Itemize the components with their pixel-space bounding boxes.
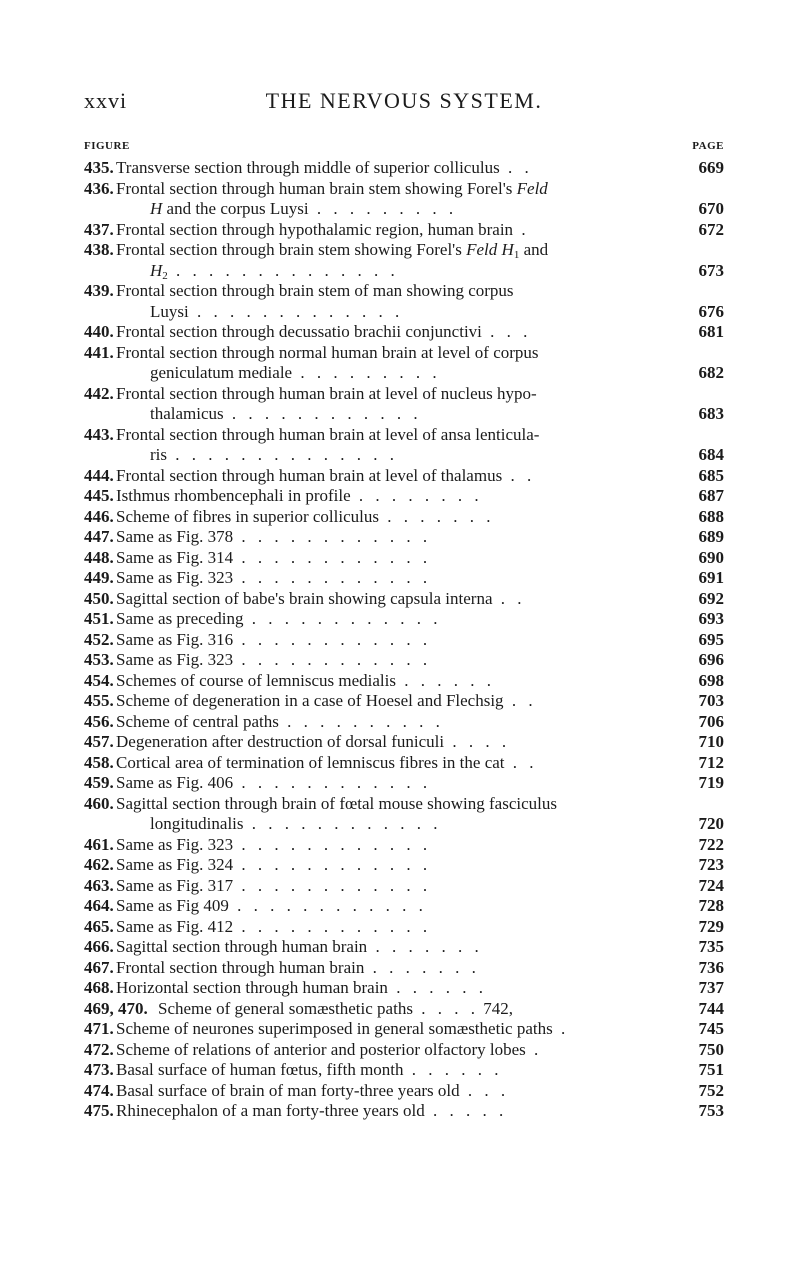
figure-number: 453. [84,650,114,669]
figure-page: 729 [698,916,724,936]
figure-page: 737 [698,978,724,997]
figure-entry-line [84,630,724,651]
figure-title: Scheme of fibres in superior colliculus . . . . . . . [116,506,495,526]
figure-title: Luysi . . . . . . . . . . . . . [150,301,404,321]
figure-number: 449. [84,568,114,587]
figure-page: 692 [698,588,724,608]
page-number: xxvi [84,88,128,113]
figure-entry-line [84,261,724,282]
figure-page: 728 [698,896,724,915]
figure-title: geniculatum mediale . . . . . . . . . [150,363,441,382]
figure-entry-line [84,281,724,302]
figure-title: Same as Fig. 316 . . . . . . . . . . . . [116,629,432,649]
figure-title: Isthmus rhombencephali in profile . . . . . . . . [116,486,483,505]
figure-title: $H_2$ . . . . . . . . . . . . . . [150,260,399,282]
figure-title: Frontal section through normal human brain at level of corpus [116,342,539,362]
figure-page: 744 [698,998,724,1018]
figure-title: Scheme of central paths . . . . . . . . . . [116,711,444,731]
figure-number: 457. [84,732,114,751]
figure-title: Frontal section through human brain . . . . . . . [116,957,480,977]
figure-number: 444. [84,465,114,485]
figure-entry-line [84,712,724,733]
figure-title: Frontal section through human brain at level of nucleus hypo- [116,383,537,403]
figure-title: Same as Fig. 323 . . . . . . . . . . . . [116,834,432,854]
figure-page: 696 [698,650,724,669]
figure-title: Same as Fig. 323 . . . . . . . . . . . . [116,650,432,669]
figure-page: 724 [698,875,724,895]
figure-entry-line [84,773,724,794]
figure-page: 693 [698,609,724,628]
figure-page: 736 [698,957,724,977]
figure-title: Same as Fig. 314 . . . . . . . . . . . . [116,547,432,567]
figure-title: Same as Fig. 324 . . . . . . . . . . . . [116,855,432,874]
figure-page: 669 [698,158,724,177]
figure-page: 690 [698,547,724,567]
figure-entry-line [84,568,724,589]
figure-number: 465. [84,916,114,936]
figure-title: Frontal section through human brain at level of ansa lenticula- [116,424,540,444]
figure-title: Scheme of neurones superimposed in general somæsthetic paths . [116,1019,570,1038]
figure-entry-line [84,814,724,835]
figure-entry-line [84,425,724,446]
figure-number: 472. [84,1039,114,1059]
figure-page: 753 [698,1101,724,1120]
figure-page: 689 [698,527,724,546]
figure-title: Basal surface of human fœtus, fifth month . . . . . . [116,1060,503,1079]
figure-entry-line [84,937,724,958]
figure-page: 676 [698,301,724,321]
figure-title: Frontal section through human brain at level of thalamus . . [116,465,536,485]
figure-number: 435. [84,158,114,177]
figure-page: 712 [698,752,724,772]
figure-entry-line [84,753,724,774]
figure-title: Same as Fig. 317 . . . . . . . . . . . . [116,875,432,895]
figure-number: 451. [84,609,114,628]
figure-entry-line [84,1060,724,1081]
figure-number: 459. [84,773,114,792]
figure-page: 735 [698,937,724,956]
figure-entry-line [84,999,724,1020]
figure-title: Frontal section through hypothalamic region, human brain . [116,219,530,239]
figure-page: 751 [698,1060,724,1079]
figure-title: Frontal section through decussatio brachii conjunctivi . . . [116,322,532,341]
figure-number: 455. [84,691,114,710]
figure-number: 473. [84,1060,114,1079]
figure-page: 683 [698,404,724,423]
figure-page: 698 [698,670,724,690]
figure-entry-line [84,732,724,753]
page-header [84,88,724,118]
figure-page: 673 [698,260,724,280]
figure-entry-line [84,609,724,630]
figure-title: Transverse section through middle of superior colliculus . . [116,158,533,177]
figure-number: 442. [84,383,114,403]
figure-number: 475. [84,1101,114,1120]
figure-title: Cortical area of termination of lemniscus fibres in the cat . . [116,752,538,772]
figure-title: thalamicus . . . . . . . . . . . . [150,404,422,423]
figure-number: 446. [84,506,114,526]
figure-title: Degeneration after destruction of dorsal funiculi . . . . [116,732,511,751]
figure-title: Same as Fig. 323 . . . . . . . . . . . . [116,568,432,587]
figure-number: 464. [84,896,114,915]
figure-entry-line [84,650,724,671]
column-headings [84,140,724,156]
figure-entry-line [84,671,724,692]
figure-number: 458. [84,752,114,772]
figure-page: 681 [698,322,724,341]
figure-title: Same as Fig. 378 . . . . . . . . . . . . [116,527,432,546]
figure-number: 445. [84,486,114,505]
figure-page: 706 [698,711,724,731]
figure-page: 703 [698,691,724,710]
figure-entry-line [84,589,724,610]
figure-number: 450. [84,588,114,608]
figure-page: 745 [698,1019,724,1038]
figure-title: Same as Fig. 406 . . . . . . . . . . . . [116,773,432,792]
figure-title: Frontal section through brain stem showing Forel's Feld $H_1$ and [116,240,549,261]
figure-entry-line [84,302,724,323]
figure-entry-line [84,158,724,179]
figure-list [84,158,724,1122]
figure-entry-line [84,835,724,856]
figure-entry-line [84,1101,724,1122]
figure-page: 684 [698,445,724,464]
figure-entry-line [84,343,724,364]
figure-entry-line [84,240,724,261]
running-title: THE NERVOUS SYSTEM. [265,88,543,113]
figure-title: Same as Fig 409 . . . . . . . . . . . . [116,896,427,915]
figure-entry-line [84,527,724,548]
figure-number: 467. [84,957,114,977]
figure-title: Scheme of general somæsthetic paths . . . . 742, [158,998,513,1018]
figure-number: 471. [84,1019,114,1038]
figure-page: 691 [698,568,724,587]
figure-page: 720 [698,814,724,833]
figure-entry-line [84,220,724,241]
figure-entry-line [84,363,724,384]
figure-page: 688 [698,506,724,526]
figure-entry-line [84,691,724,712]
figure-number: 461. [84,834,114,854]
figure-title: Frontal section through human brain stem showing Forel's Feld [116,178,548,198]
figure-entry-line [84,548,724,569]
figure-number: 469, 470. [84,998,148,1018]
page-column-heading: PAGE [692,140,724,152]
figure-page: 722 [698,834,724,854]
figure-entry-line [84,1019,724,1040]
figure-entry-line [84,876,724,897]
figure-page: 682 [698,363,724,382]
figure-number: 454. [84,670,114,690]
figure-title: longitudinalis . . . . . . . . . . . . [150,814,442,833]
figure-entry-line [84,384,724,405]
figure-number: 448. [84,547,114,567]
figure-page: 670 [698,199,724,218]
figure-number: 456. [84,711,114,731]
figure-page: 710 [698,732,724,751]
figure-title: H and the corpus Luysi . . . . . . . . . [150,199,458,218]
figure-number: 462. [84,855,114,874]
figure-page: 687 [698,486,724,505]
figure-number: 447. [84,527,114,546]
figure-entry-line [84,199,724,220]
figure-number: 474. [84,1080,114,1100]
figure-title: Sagittal section of babe's brain showing capsula interna . . [116,588,526,608]
figure-entry-line [84,404,724,425]
figure-title: Horizontal section through human brain . . . . . . [116,978,487,997]
figure-entry-line [84,1040,724,1061]
figure-entry-line [84,896,724,917]
figure-entry-line [84,917,724,938]
figure-number: 440. [84,322,114,341]
figure-title: ris . . . . . . . . . . . . . . [150,445,398,464]
figure-number: 460. [84,793,114,813]
figure-entry-line [84,466,724,487]
figure-title: Scheme of relations of anterior and posterior olfactory lobes . [116,1039,543,1059]
figure-title: Scheme of degeneration in a case of Hoesel and Flechsig . . [116,691,537,710]
figure-title: Sagittal section through brain of fœtal mouse showing fasciculus [116,793,557,813]
figure-number: 439. [84,281,114,300]
figure-page: 672 [698,219,724,239]
figure-title: Schemes of course of lemniscus medialis . . . . . . [116,670,495,690]
figure-title: Sagittal section through human brain . . . . . . . [116,937,483,956]
figure-number: 441. [84,342,114,362]
figure-entry-line [84,445,724,466]
figure-entry-line [84,486,724,507]
figure-entry-line [84,507,724,528]
figure-number: 452. [84,629,114,649]
figure-number: 468. [84,978,114,997]
figure-page: 685 [698,465,724,485]
figure-number: 443. [84,424,114,444]
figure-number: 437. [84,219,114,239]
figure-page: 752 [698,1080,724,1100]
figure-entry-line [84,794,724,815]
figure-entry-line [84,322,724,343]
figure-number: 436. [84,178,114,198]
figure-entry-line [84,1081,724,1102]
figure-number: 438. [84,240,114,259]
figure-page: 719 [698,773,724,792]
figure-title: Frontal section through brain stem of man showing corpus [116,281,514,300]
figure-entry-line [84,179,724,200]
figure-number: 466. [84,937,114,956]
figure-page: 723 [698,855,724,874]
figure-page: 695 [698,629,724,649]
figure-page: 750 [698,1039,724,1059]
figure-title: Rhinecephalon of a man forty-three years old . . . . . [116,1101,508,1120]
figure-entry-line [84,978,724,999]
figure-entry-line [84,855,724,876]
figure-title: Same as Fig. 412 . . . . . . . . . . . . [116,916,432,936]
figure-title: Same as preceding . . . . . . . . . . . . [116,609,442,628]
figure-number: 463. [84,875,114,895]
figure-column-heading: FIGURE [84,140,130,152]
figure-entry-line [84,958,724,979]
figure-title: Basal surface of brain of man forty-three years old . . . [116,1080,510,1100]
